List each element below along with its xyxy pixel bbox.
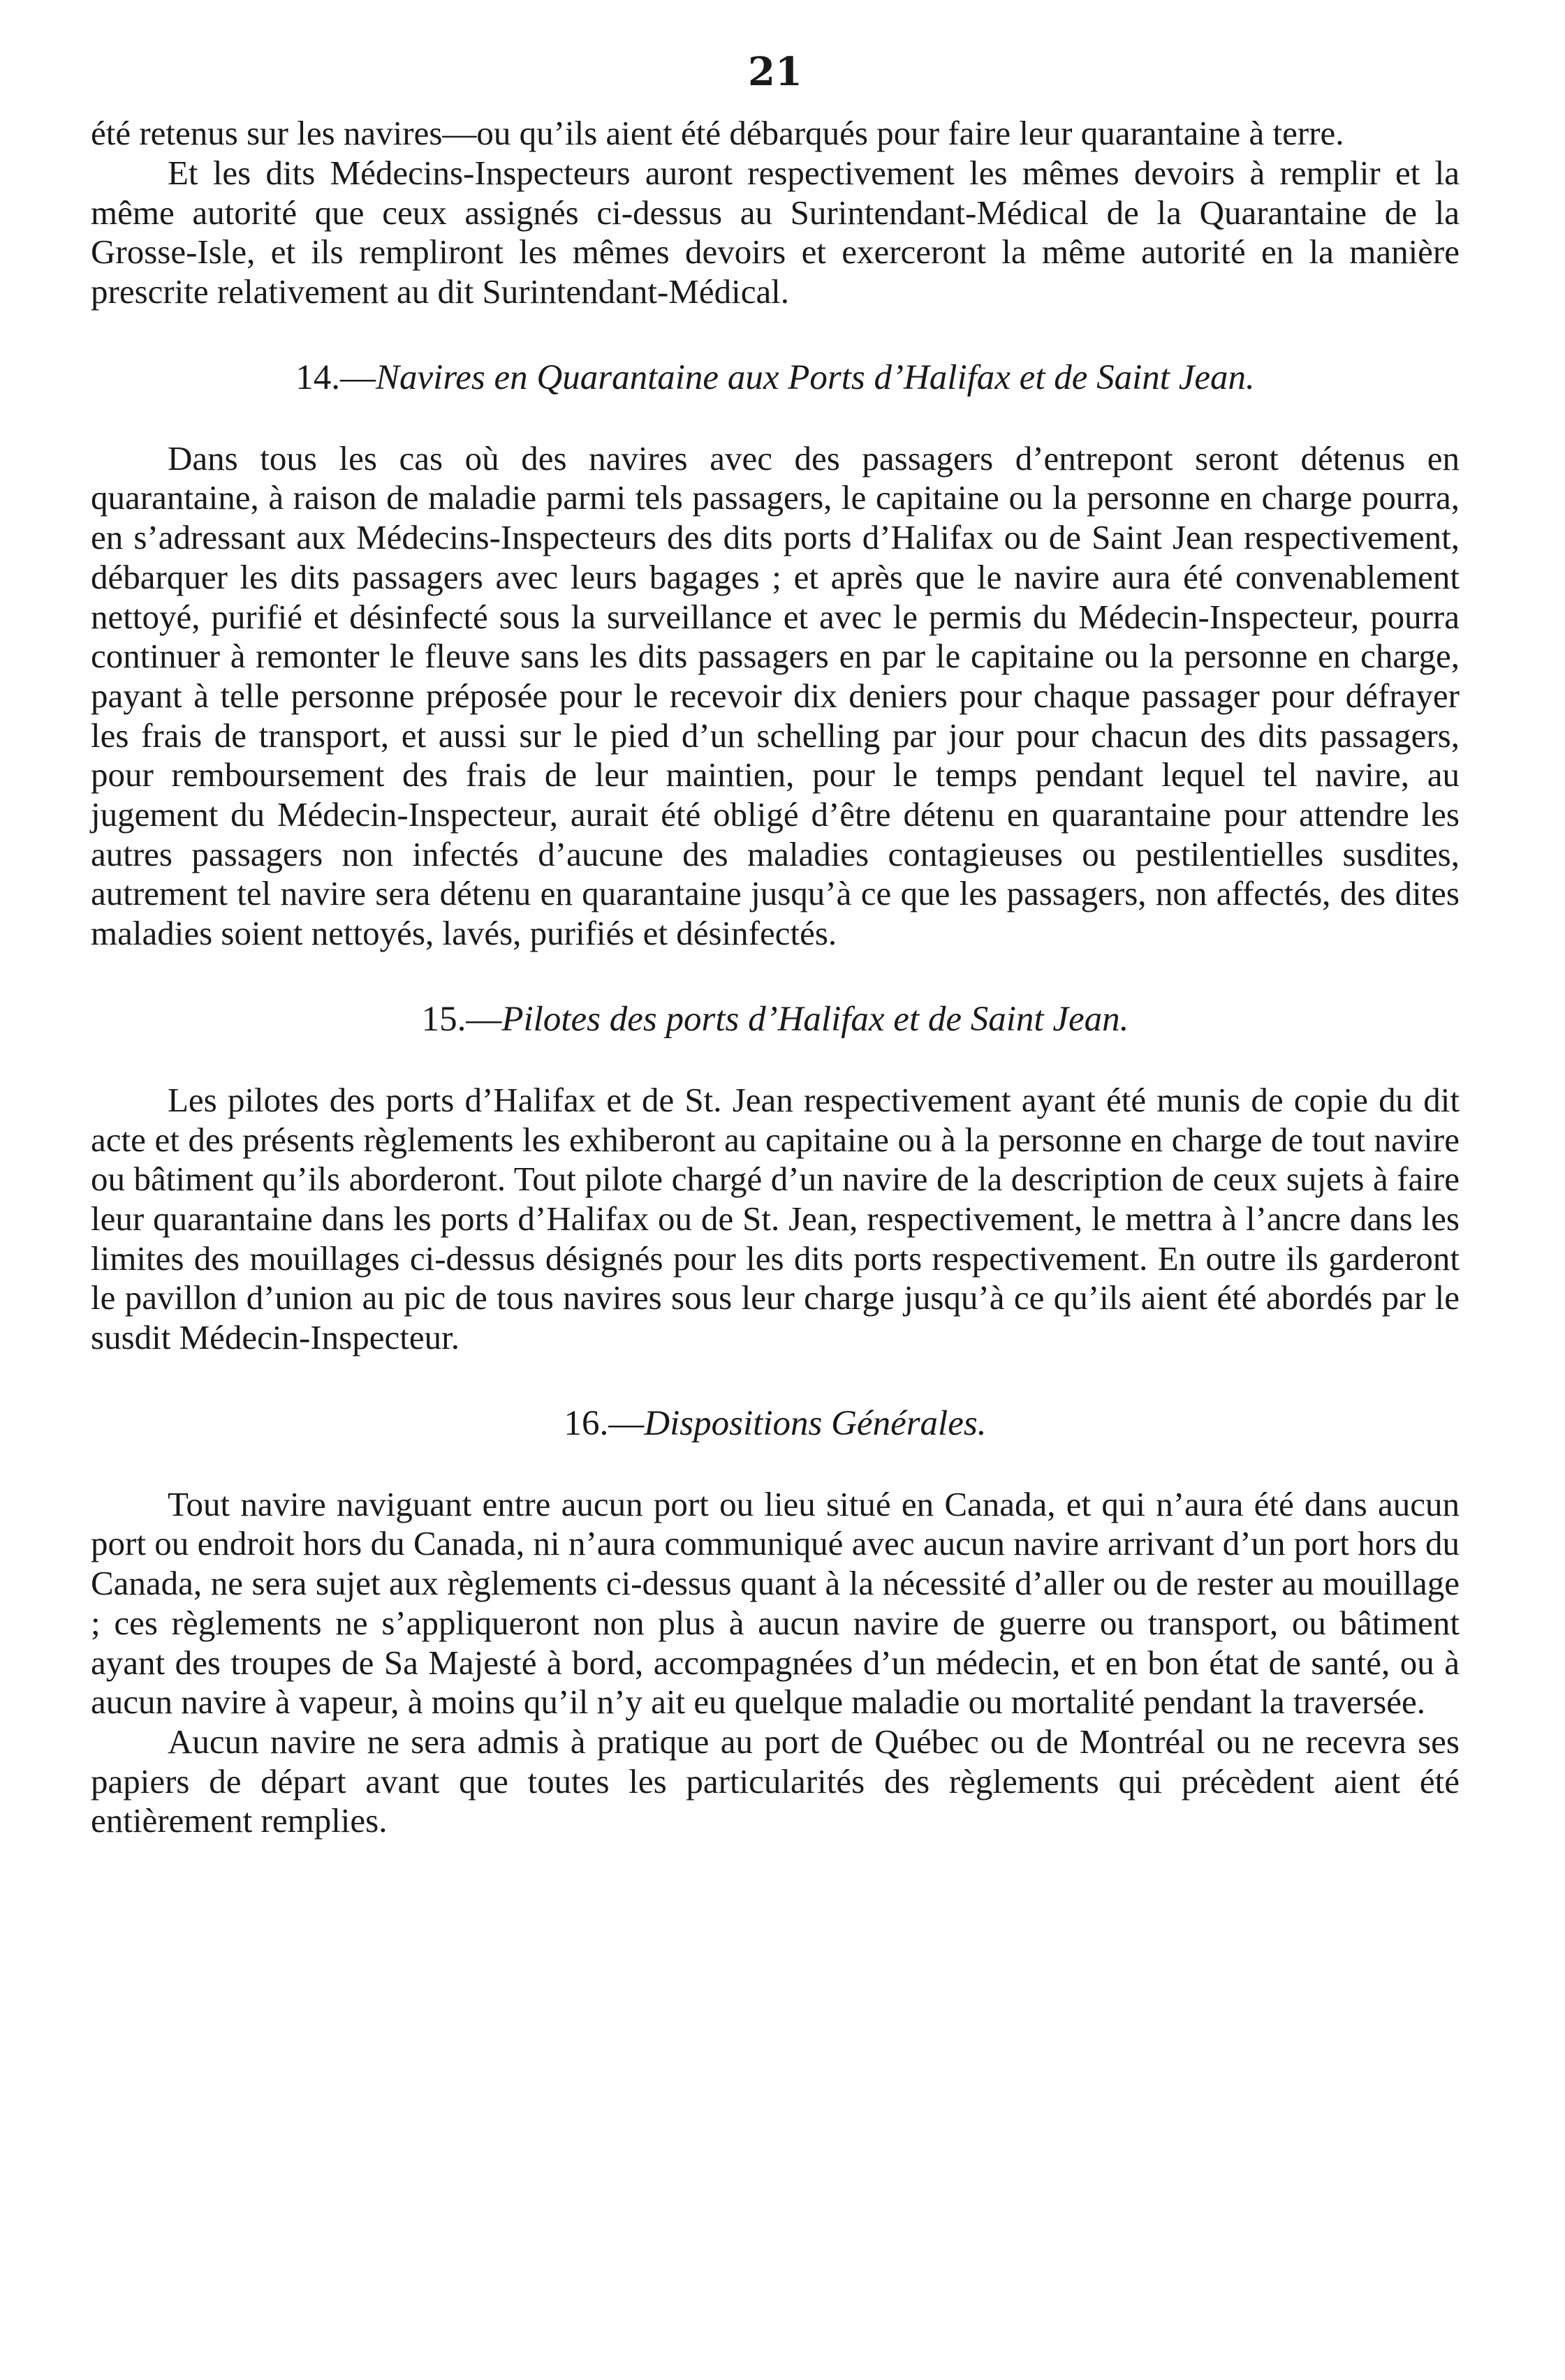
section-heading-15: [91, 998, 1460, 1040]
paragraph-pilotes: Les pilotes des ports d’Halifax et de St. Jean respectivement ayant été munis de copie du dit acte et des présents règlements les exhiberont au capitaine ou à la personne en charge de tout navire ou bâtiment qu’ils aborderont. Tout pilote chargé d’un navire de la description de ceux sujets à faire leur quarantaine dans les ports d’Halifax ou de St. Jean, respectivement, le mettra à l’ancre dans les limites des mouillages ci-dessus désignés pour les dits ports respectivement. En outre ils garderont le pavillon d’union au pic de tous navires sous leur charge jusqu’à ce qu’ils aient été abordés par le susdit Médecin-Inspecteur.: [91, 1080, 1460, 1357]
paragraph-dispositions-generales: Tout navire naviguant entre aucun port ou lieu situé en Canada, et qui n’aura été dans aucun port ou endroit hors du Canada, ni n’aura communiqué avec aucun navire arrivant d’un port hors du Canada, ne sera sujet aux règlements ci-dessus quant à la nécessité d’aller ou de rester au mouillage ; ces règlements ne s’appliqueront non plus à aucun navire de guerre ou transport, ou bâtiment ayant des troupes de Sa Majesté à bord, accompagnées d’un médecin, et en bon état de santé, ou à aucun navire à vapeur, à moins qu’il n’y ait eu quelque maladie ou mortalité pendant la traversée.: [91, 1484, 1460, 1722]
section-heading-16: [91, 1403, 1460, 1444]
paragraph-pratique-quebec: Aucun navire ne sera admis à pratique au port de Québec ou de Montréal ou ne recevra ses papiers de départ avant que toutes les particularités des règlements qui précèdent aient été entièrement remplies.: [91, 1722, 1460, 1840]
section-number: 14.—: [295, 357, 376, 397]
paragraph-medecins-inspecteurs: Et les dits Médecins-Inspecteurs auront respectivement les mêmes devoirs à remplir et la même autorité que ceux assignés ci-dessus au Surintendant-Médical de la Quarantaine de la Grosse-Isle, et ils rempliront les mêmes devoirs et exerceront la même autorité en la manière prescrite relativement au dit Surintendant-Médical.: [91, 153, 1460, 311]
section-heading-14: [91, 357, 1460, 399]
section-title: Navires en Quarantaine aux Ports d’Halifax et de Saint Jean.: [376, 357, 1255, 397]
section-title: Pilotes des ports d’Halifax et de Saint Jean.: [501, 999, 1129, 1039]
section-number: 15.—: [421, 999, 502, 1039]
section-title: Dispositions Générales.: [644, 1403, 987, 1443]
page-number: 21: [748, 49, 802, 95]
document-page: [91, 49, 1460, 1841]
paragraph-navires-quarantaine: Dans tous les cas où des navires avec des passagers d’entrepont seront détenus en quarantaine, à raison de maladie parmi tels passagers, le capitaine ou la personne en charge pourra, en s’adressant aux Médecins-Inspecteurs des dits ports d’Halifax ou de Saint Jean respectivement, débarquer les dits passagers avec leurs bagages ; et après que le navire aura été convenablement nettoyé, purifié et désinfecté sous la surveillance et avec le permis du Médecin-Inspecteur, pourra continuer à remonter le fleuve sans les dits passagers en par le capitaine ou la personne en charge, payant à telle personne préposée pour le recevoir dix deniers pour chaque passager pour défrayer les frais de transport, et aussi sur le pied d’un schelling par jour pour chacun des dits passagers, pour remboursement des frais de leur maintien, pour le temps pendant lequel tel navire, au jugement du Médecin-Inspecteur, aurait été obligé d’être détenu en quarantaine pour attendre les autres passagers non infectés d’aucune des maladies contagieuses ou pestilentielles susdites, autrement tel navire sera détenu en quarantaine jusqu’à ce que les passagers, non affectés, des dites maladies soient nettoyés, lavés, purifiés et désinfectés.: [91, 438, 1460, 953]
paragraph-continuation: été retenus sur les navires—ou qu’ils aient été débarqués pour faire leur quarantaine à terre.: [91, 114, 1344, 153]
section-number: 16.—: [564, 1403, 645, 1443]
